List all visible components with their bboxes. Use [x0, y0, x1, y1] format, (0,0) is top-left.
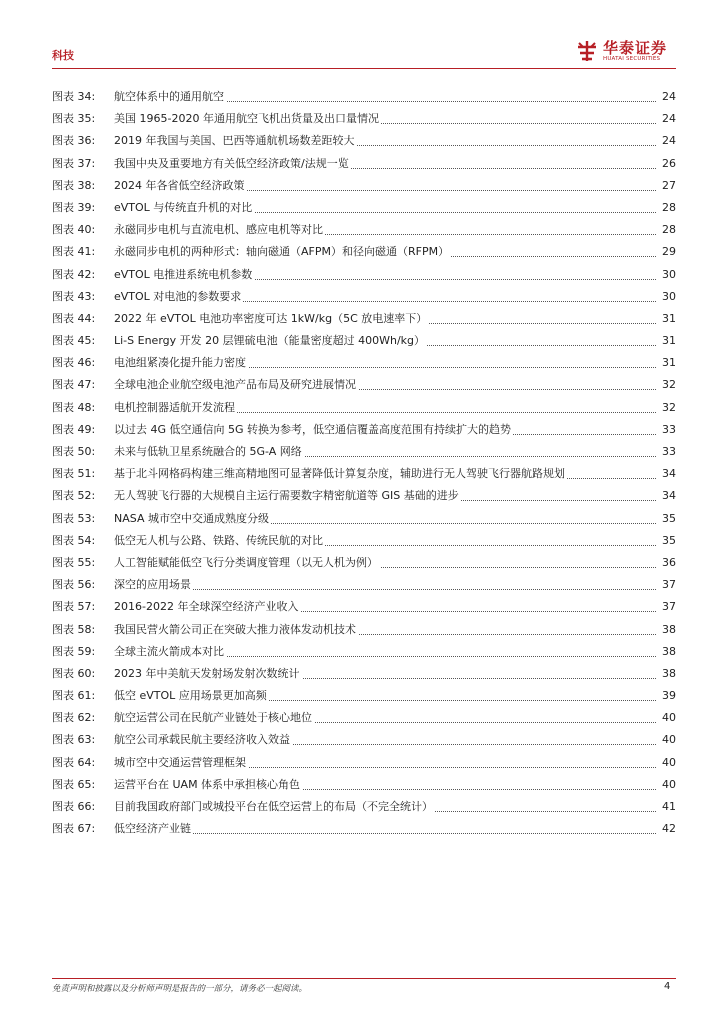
- figure-label: 图表 45:: [52, 334, 96, 348]
- figure-title[interactable]: 永磁同步电机的两种形式：轴向磁通（AFPM）和径向磁通（RFPM）: [114, 245, 450, 259]
- toc-row[interactable]: [52, 153, 676, 175]
- figure-label: 图表 64:: [52, 755, 96, 769]
- toc-row[interactable]: [52, 330, 676, 352]
- header-divider: [52, 68, 676, 69]
- figure-title[interactable]: 2019 年我国与美国、巴西等通航机场数差距较大: [114, 134, 355, 148]
- figure-title[interactable]: eVTOL 与传统直升机的对比: [114, 200, 253, 214]
- figure-title-container: [114, 397, 656, 419]
- figure-page-number: 31: [662, 334, 676, 348]
- figure-page-number: 31: [662, 311, 676, 325]
- figure-title-container: [114, 197, 656, 219]
- figure-title[interactable]: 2023 年中美航天发射场发射次数统计: [114, 666, 300, 680]
- logo-chinese-name: 华泰证券: [603, 39, 668, 57]
- figure-page-number: 41: [662, 800, 676, 813]
- figure-title-container: [114, 619, 656, 641]
- figure-page-number: 30: [662, 267, 676, 281]
- toc-row[interactable]: [52, 374, 676, 396]
- figure-title[interactable]: 全球电池企业航空级电池产品布局及研究进展情况: [114, 378, 356, 392]
- figure-label: 图表 49:: [52, 422, 96, 436]
- figure-title-container: [114, 352, 656, 374]
- figure-title[interactable]: 航空公司承载民航主要经济收入效益: [114, 733, 290, 747]
- figure-page-number: 40: [662, 733, 676, 747]
- figure-label: 图表 40:: [52, 223, 96, 237]
- figure-page-number: 35: [662, 533, 676, 547]
- toc-row[interactable]: [52, 752, 676, 774]
- figure-title[interactable]: 航空体系中的通用航空: [114, 90, 224, 103]
- figure-title-container: [114, 508, 656, 530]
- figure-list: [52, 86, 676, 840]
- figure-label: 图表 38:: [52, 178, 96, 192]
- figure-title[interactable]: 低空 eVTOL 应用场景更加高频: [114, 689, 267, 703]
- figure-page-number: 40: [662, 755, 676, 769]
- toc-row[interactable]: [52, 175, 676, 197]
- figure-label: 图表 62:: [52, 711, 96, 725]
- figure-title-container: [114, 153, 656, 175]
- figure-title[interactable]: 航空运营公司在民航产业链处于核心地位: [114, 711, 312, 725]
- toc-row[interactable]: [52, 108, 676, 130]
- figure-label: 图表 60:: [52, 666, 96, 680]
- page-number: 4: [664, 981, 671, 992]
- figure-title-container: [114, 441, 656, 463]
- figure-label: 图表 44:: [52, 311, 96, 325]
- figure-page-number: 24: [662, 112, 676, 126]
- figure-title-container: [114, 752, 656, 774]
- figure-label: 图表 61:: [52, 689, 96, 703]
- figure-title-container: [114, 286, 656, 308]
- figure-title-container: [114, 330, 656, 352]
- figure-page-number: 29: [662, 245, 676, 259]
- huatai-logo-icon: [575, 39, 599, 63]
- toc-row[interactable]: [52, 241, 676, 263]
- figure-page-number: 38: [662, 666, 676, 680]
- figure-title-container: [114, 419, 656, 441]
- figure-page-number: 31: [662, 356, 676, 370]
- figure-title-container: [114, 485, 656, 507]
- toc-row[interactable]: [52, 397, 676, 419]
- figure-label: 图表 42:: [52, 267, 96, 281]
- figure-label: 图表 43:: [52, 289, 96, 303]
- figure-label: 图表 56:: [52, 578, 96, 592]
- section-label: 科技: [52, 49, 74, 62]
- figure-title-container: [114, 729, 656, 751]
- figure-label: 图表 54:: [52, 533, 96, 547]
- figure-page-number: 30: [662, 289, 676, 303]
- figure-title-container: [114, 663, 656, 685]
- figure-title[interactable]: 以过去 4G 低空通信向 5G 转换为参考，低空通信覆盖高度范围有持续扩大的趋势: [114, 422, 512, 436]
- figure-page-number: 40: [662, 711, 676, 725]
- toc-row[interactable]: [52, 130, 676, 152]
- figure-label: 图表 48:: [52, 400, 96, 414]
- toc-row[interactable]: [52, 219, 676, 241]
- figure-page-number: 34: [662, 467, 676, 481]
- figure-title[interactable]: 永磁同步电机与直流电机、感应电机等对比: [114, 223, 323, 237]
- figure-title[interactable]: 基于北斗网格码构建三维高精地图可显著降低计算复杂度，辅助进行无人驾驶飞行器航路规划: [114, 467, 565, 481]
- toc-row[interactable]: [52, 286, 676, 308]
- figure-title-container: [114, 796, 656, 818]
- toc-row[interactable]: [52, 552, 676, 574]
- toc-row[interactable]: [52, 463, 676, 485]
- toc-row[interactable]: [52, 352, 676, 374]
- company-logo: [575, 37, 675, 67]
- figure-label: 图表 36:: [52, 134, 96, 148]
- figure-page-number: 28: [662, 223, 676, 237]
- figure-title-container: [114, 130, 656, 152]
- figure-title-container: [114, 530, 656, 552]
- figure-title[interactable]: 运营平台在 UAM 体系中承担核心角色: [114, 777, 301, 791]
- toc-row[interactable]: [52, 707, 676, 729]
- figure-title-container: [114, 86, 656, 108]
- toc-row[interactable]: [52, 619, 676, 641]
- figure-label: 图表 35:: [52, 112, 96, 126]
- toc-row[interactable]: [52, 441, 676, 463]
- figure-label: 图表 37:: [52, 156, 96, 170]
- figure-page-number: 32: [662, 400, 676, 414]
- figure-label: 图表 58:: [52, 622, 96, 636]
- figure-page-number: 32: [662, 378, 676, 392]
- figure-label: 图表 41:: [52, 245, 96, 259]
- toc-row[interactable]: [52, 86, 676, 108]
- figure-title-container: [114, 308, 656, 330]
- toc-row[interactable]: [52, 508, 676, 530]
- figure-title[interactable]: eVTOL 电推进系统电机参数: [114, 267, 253, 281]
- figure-label: 图表 55:: [52, 555, 96, 569]
- figure-title-container: [114, 374, 656, 396]
- figure-label: 图表 59:: [52, 644, 96, 658]
- figure-title[interactable]: 城市空中交通运营管理框架: [114, 755, 246, 769]
- figure-page-number: 38: [662, 622, 676, 636]
- figure-title[interactable]: 目前我国政府部门或城投平台在低空运营上的布局（不完全统计）: [114, 800, 433, 813]
- figure-label: 图表 52:: [52, 489, 96, 503]
- toc-row[interactable]: [52, 663, 676, 685]
- figure-title[interactable]: 电池组紧凑化提升能力密度: [114, 356, 246, 370]
- figure-title[interactable]: 无人驾驶飞行器的大规模自主运行需要数字精密航道等 GIS 基础的进步: [114, 489, 459, 503]
- figure-title[interactable]: 2022 年 eVTOL 电池功率密度可达 1kW/kg（5C 放电速率下）: [114, 311, 428, 325]
- figure-label: 图表 46:: [52, 356, 96, 370]
- figure-page-number: 37: [662, 578, 676, 592]
- figure-title[interactable]: 深空的应用场景: [114, 578, 191, 592]
- toc-row[interactable]: [52, 485, 676, 507]
- figure-title-container: [114, 241, 656, 263]
- figure-title[interactable]: eVTOL 对电池的参数要求: [114, 289, 242, 303]
- figure-title-container: [114, 552, 656, 574]
- figure-title-container: [114, 264, 656, 286]
- figure-title[interactable]: 人工智能赋能低空飞行分类调度管理（以无人机为例）: [114, 555, 378, 569]
- toc-row[interactable]: [52, 774, 676, 796]
- toc-row[interactable]: [52, 641, 676, 663]
- figure-title[interactable]: 美国 1965-2020 年通用航空飞机出货量及出口量情况: [114, 112, 379, 126]
- figure-page-number: 24: [662, 90, 676, 103]
- figure-title-container: [114, 108, 656, 130]
- figure-page-number: 33: [662, 445, 676, 458]
- figure-title[interactable]: 2016-2022 年全球深空经济产业收入: [114, 600, 299, 614]
- figure-label: 图表 65:: [52, 777, 96, 791]
- figure-title[interactable]: 2024 年各省低空经济政策: [114, 178, 245, 192]
- figure-page-number: 28: [662, 200, 676, 214]
- figure-label: 图表 67:: [52, 822, 96, 836]
- footer-divider: [52, 978, 676, 979]
- figure-title-container: [114, 774, 656, 796]
- figure-title-container: [114, 574, 656, 596]
- toc-row[interactable]: [52, 685, 676, 707]
- figure-label: 图表 63:: [52, 733, 96, 747]
- figure-label: 图表 34:: [52, 90, 96, 103]
- figure-page-number: 27: [662, 178, 676, 192]
- figure-title-container: [114, 707, 656, 729]
- figure-title[interactable]: 我国中央及重要地方有关低空经济政策/法规一览: [114, 156, 349, 170]
- toc-row[interactable]: [52, 197, 676, 219]
- toc-row[interactable]: [52, 796, 676, 818]
- figure-label: 图表 39:: [52, 200, 96, 214]
- figure-label: 图表 47:: [52, 378, 96, 392]
- figure-title[interactable]: 低空无人机与公路、铁路、传统民航的对比: [114, 533, 323, 547]
- figure-title-container: [114, 641, 656, 663]
- figure-title-container: [114, 175, 656, 197]
- figure-page-number: 33: [662, 422, 676, 436]
- figure-title-container: [114, 818, 656, 840]
- figure-title[interactable]: 低空经济产业链: [114, 822, 191, 836]
- figure-page-number: 37: [662, 600, 676, 614]
- figure-label: 图表 51:: [52, 467, 96, 481]
- figure-title[interactable]: 我国民营火箭公司正在突破大推力液体发动机技术: [114, 622, 356, 636]
- figure-title-container: [114, 685, 656, 707]
- figure-title[interactable]: 全球主流火箭成本对比: [114, 644, 224, 658]
- figure-title-container: [114, 219, 656, 241]
- figure-title-container: [114, 596, 656, 618]
- disclaimer-note: 免责声明和披露以及分析师声明是报告的一部分，请务必一起阅读。: [52, 984, 308, 994]
- figure-page-number: 38: [662, 644, 676, 658]
- toc-row[interactable]: [52, 818, 676, 840]
- figure-label: 图表 57:: [52, 600, 96, 614]
- logo-english-name: HUATAI SECURITIES: [603, 56, 661, 62]
- figure-page-number: 40: [662, 777, 676, 791]
- figure-page-number: 42: [662, 822, 676, 836]
- figure-page-number: 34: [662, 489, 676, 503]
- toc-row[interactable]: [52, 530, 676, 552]
- figure-label: 图表 66:: [52, 800, 96, 813]
- figure-title[interactable]: 未来与低轨卫星系统融合的 5G-A 网络: [114, 445, 302, 458]
- figure-title[interactable]: Li-S Energy 开发 20 层锂硫电池（能量密度超过 400Wh/kg）: [114, 334, 426, 348]
- figure-title[interactable]: NASA 城市空中交通成熟度分级: [114, 511, 269, 525]
- figure-page-number: 39: [662, 689, 676, 703]
- toc-row[interactable]: [52, 308, 676, 330]
- toc-row[interactable]: [52, 574, 676, 596]
- toc-row[interactable]: [52, 419, 676, 441]
- figure-page-number: 24: [662, 134, 676, 148]
- toc-row[interactable]: [52, 596, 676, 618]
- figure-label: 图表 50:: [52, 445, 96, 458]
- figure-page-number: 35: [662, 511, 676, 525]
- figure-title[interactable]: 电机控制器适航开发流程: [114, 400, 235, 414]
- figure-label: 图表 53:: [52, 511, 96, 525]
- figure-title-container: [114, 463, 656, 485]
- toc-row[interactable]: [52, 264, 676, 286]
- toc-row[interactable]: [52, 729, 676, 751]
- figure-page-number: 36: [662, 555, 676, 569]
- figure-page-number: 26: [662, 156, 676, 170]
